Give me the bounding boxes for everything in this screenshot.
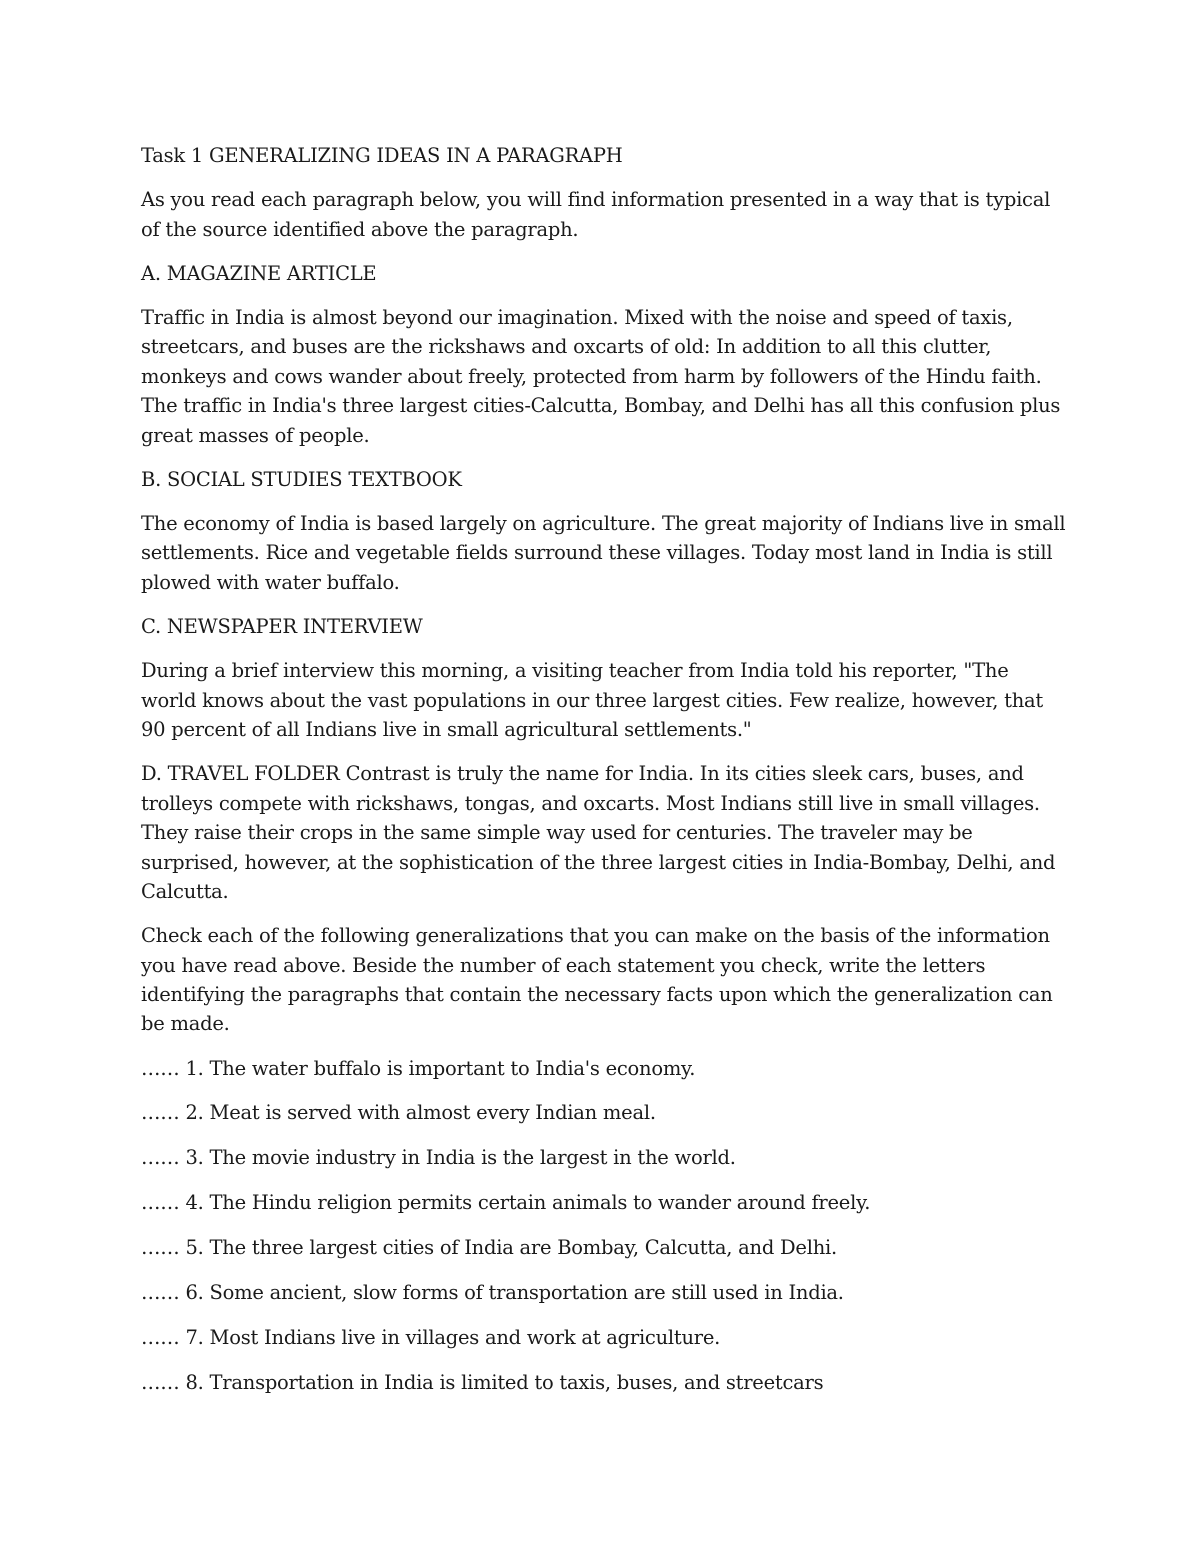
- answer-blank: ……: [141, 1236, 180, 1260]
- task-title: Task 1 GENERALIZING IDEAS IN A PARAGRAPH: [141, 144, 623, 167]
- answer-blank: ……: [141, 1056, 180, 1080]
- list-item-text: 7. Most Indians live in villages and work at agriculture.: [185, 1325, 721, 1349]
- answer-blank: ……: [141, 1325, 180, 1349]
- answer-blank: ……: [141, 1191, 180, 1215]
- section-a-heading: A. MAGAZINE ARTICLE: [141, 261, 377, 285]
- list-item: [141, 1323, 1066, 1352]
- intro-paragraph: As you read each paragraph below, you will find information presented in a way that is typical of the source identified above the paragraph.: [141, 188, 1051, 241]
- list-item-text: 4. The Hindu religion permits certain animals to wander around freely.: [185, 1191, 871, 1215]
- document-page: [141, 141, 1066, 1413]
- list-item-text: 8. Transportation in India is limited to taxis, buses, and streetcars: [185, 1370, 824, 1394]
- list-item: [141, 1054, 1066, 1083]
- section-a-body: Traffic in India is almost beyond our imagination. Mixed with the noise and speed of taxis, streetcars, and buses are the rickshaws and oxcarts of old: In addition to all this clutter, monkeys and cows wander about freely, protected from harm by followers of the Hindu faith. The traffic in India's three largest cities-Calcutta, Bombay, and Delhi has all this confusion plus great masses of people.: [141, 306, 1061, 447]
- list-item: [141, 1278, 1066, 1307]
- list-item: [141, 1143, 1066, 1172]
- list-item: [141, 1188, 1066, 1217]
- list-item: [141, 1098, 1066, 1127]
- list-item-text: 3. The movie industry in India is the largest in the world.: [185, 1146, 736, 1170]
- list-item: [141, 1233, 1066, 1262]
- list-item-text: 6. Some ancient, slow forms of transportation are still used in India.: [185, 1281, 844, 1305]
- instructions-paragraph: Check each of the following generalizations that you can make on the basis of the information you have read above. Beside the number of each statement you check, write the letters identifying the paragraphs that contain the necessary facts upon which the generalization can be made.: [141, 924, 1053, 1036]
- answer-blank: ……: [141, 1101, 180, 1125]
- section-b-body: The economy of India is based largely on agriculture. The great majority of Indians live in small settlements. Rice and vegetable fields surround these villages. Today most land in India is still plowed with water buffalo.: [141, 512, 1066, 594]
- section-b-heading: B. SOCIAL STUDIES TEXTBOOK: [141, 467, 462, 491]
- section-c-body: During a brief interview this morning, a visiting teacher from India told his reporter, "The world knows about the vast populations in our three largest cities. Few realize, however, that 90 percent of all Indians live in small agricultural settlements.": [141, 659, 1043, 742]
- list-item-text: 2. Meat is served with almost every Indian meal.: [185, 1101, 656, 1125]
- section-c-heading: C. NEWSPAPER INTERVIEW: [141, 615, 423, 639]
- list-item-text: 5. The three largest cities of India are Bombay, Calcutta, and Delhi.: [185, 1236, 837, 1260]
- answer-blank: ……: [141, 1146, 180, 1170]
- answer-blank: ……: [141, 1281, 180, 1305]
- answer-blank: ……: [141, 1370, 180, 1394]
- list-item-text: 1. The water buffalo is important to India's economy.: [185, 1056, 696, 1080]
- section-d-paragraph: D. TRAVEL FOLDER Contrast is truly the name for India. In its cities sleek cars, buses, and trolleys compete with rickshaws, tongas, and oxcarts. Most Indians still live in small villages. They raise their crops in the same simple way used for centuries. The traveler may be surprised, however, at the sophistication of the three largest cities in India-Bombay, Delhi, and Calcutta.: [141, 762, 1056, 903]
- list-item: [141, 1368, 1066, 1397]
